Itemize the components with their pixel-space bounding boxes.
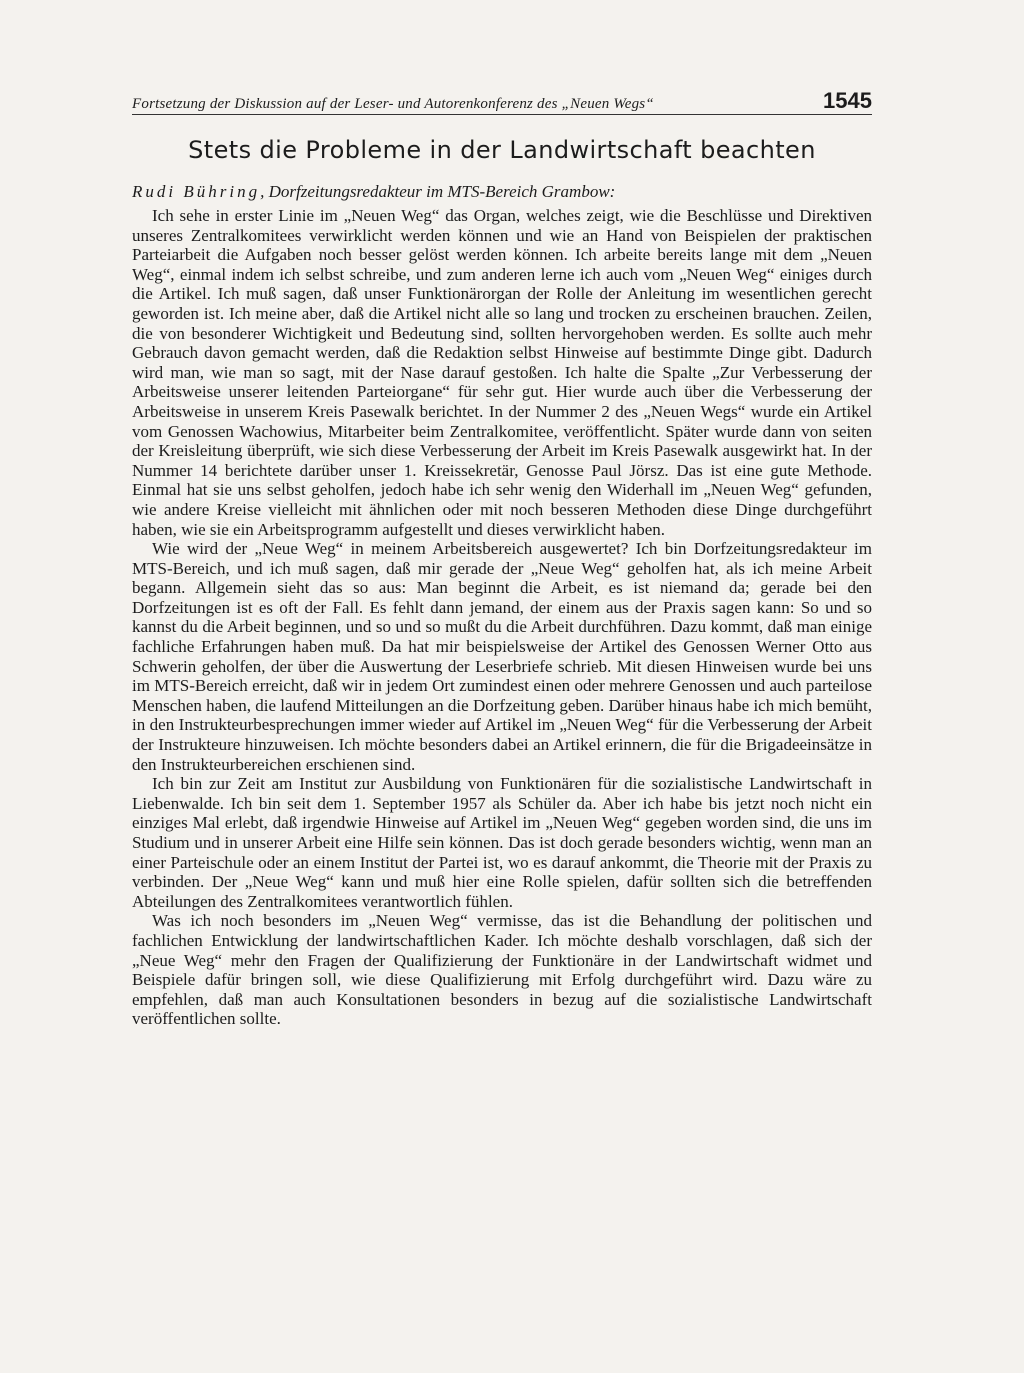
author-line xyxy=(132,182,872,202)
author-name: Rudi Bühring xyxy=(132,182,261,201)
paragraph-2: Wie wird der „Neue Weg“ in meinem Arbeitsbereich ausgewertet? Ich bin Dorfzeitungsredakteur im MTS-Bereich, und ich muß sagen, daß mir gerade der „Neue Weg“ geholfen hat, als ich meine Arbeit begann. Allgemein sieht das so aus: Man beginnt die Arbeit, es ist niemand da; gerade bei den Dorfzeitungen ist es oft der Fall. Es fehlt dann jemand, der einem aus der Praxis sagen kann: So und so kannst du die Arbeit beginnen, und so und so mußt du die Arbeit durchführen. Dazu kommt, daß man einige fachliche Erfahrungen haben muß. Da hat mir beispielsweise der Artikel des Genossen Werner Otto aus Schwerin geholfen, der über die Auswertung der Leserbriefe schrieb. Mit diesen Hinweisen wurde bei uns im MTS-Bereich erreicht, daß wir in jedem Ort zumindest einen oder mehrere Genossen und auch parteilose Menschen haben, die laufend Mitteilungen an die Dorfzeitung geben. Darüber hinaus habe ich mich bemüht, in den Instrukteurbesprechungen immer wieder auf Artikel im „Neuen Weg“ für die Verbesserung der Arbeit der Instrukteure hinzuweisen. Ich möchte besonders dabei an Artikel erinnern, die für die Brigadeeinsätze in den Instrukteurbereichen erschienen sind. xyxy=(132,539,872,774)
article-title: Stets die Probleme in der Landwirtschaft beachten xyxy=(188,136,816,164)
running-title: Fortsetzung der Diskussion auf der Leser- und Autorenkonferenz des „Neuen Wegs“ xyxy=(132,96,654,112)
article-body xyxy=(132,206,872,1029)
paragraph-3: Ich bin zur Zeit am Institut zur Ausbildung von Funktionären für die sozialistische Landwirtschaft in Liebenwalde. Ich bin seit dem 1. September 1957 als Schüler da. Aber ich habe bis jetzt noch nicht ein einziges Mal erlebt, daß irgendwie Hinweise auf Artikel im „Neuen Weg“ gegeben worden sind, die uns im Studium und in unserer Arbeit eine Hilfe sein können. Das ist doch gerade besonders wichtig, wenn man an einer Parteischule oder an einem Institut der Partei ist, wo es darauf ankommt, die Theorie mit der Praxis zu verbinden. Der „Neue Weg“ kann und muß hier eine Rolle spielen, dafür sollten sich die betreffenden Abteilungen des Zentralkomitees verantwortlich fühlen. xyxy=(132,774,872,911)
header-rule xyxy=(132,114,872,115)
paragraph-1: Ich sehe in erster Linie im „Neuen Weg“ das Organ, welches zeigt, wie die Beschlüsse und Direktiven unseres Zentralkomitees verwirklicht werden können und wie an Hand von Beispielen der praktischen Parteiarbeit die Aufgaben noch besser gelöst werden können. Ich arbeite bereits lange mit dem „Neuen Weg“, einmal indem ich selbst schreibe, und zum anderen lerne ich auch vom „Neuen Weg“ einiges durch die Artikel. Ich muß sagen, daß unser Funktionärorgan der Rolle der Anleitung im wesentlichen gerecht geworden ist. Ich meine aber, daß die Artikel nicht alle so lang und trocken zu erscheinen brauchen. Zeilen, die von besonderer Wichtigkeit und Bedeutung sind, sollten hervorgehoben werden. Es sollte auch mehr Gebrauch davon gemacht werden, daß die Redaktion selbst Hinweise auf bestimmte Dinge gibt. Dadurch wird man, wie man so sagt, mit der Nase darauf gestoßen. Ich halte die Spalte „Zur Verbesserung der Arbeitsweise unserer leitenden Parteiorgane“ für sehr gut. Hier wurde auch über die Verbesserung der Arbeitsweise in unserem Kreis Pasewalk berichtet. In der Nummer 2 des „Neuen Wegs“ wurde ein Artikel vom Genossen Wachowius, Mitarbeiter beim Zentralkomitee, veröffentlicht. Später wurde dann von seiten der Kreisleitung überprüft, wie sich diese Verbesserung der Arbeit im Kreis Pasewalk ausgewirkt hat. In der Nummer 14 berichtete darüber unser 1. Kreissekretär, Genosse Paul Jörsz. Das ist eine gute Methode. Einmal hat sie uns selbst geholfen, jedoch habe ich sehr wenig den Widerhall im „Neuen Weg“ gefunden, wie andere Kreise vielleicht mit ähnlichen oder mit noch besseren Methoden diese Dinge durchgeführt haben, wie sie ein Arbeitsprogramm aufgestellt und dieses verwirklicht haben. xyxy=(132,206,872,539)
paragraph-4: Was ich noch besonders im „Neuen Weg“ vermisse, das ist die Behandlung der politischen und fachlichen Entwicklung der landwirtschaftlichen Kader. Ich möchte deshalb vorschlagen, daß sich der „Neue Weg“ mehr den Fragen der Qualifizierung der Funktionäre in der Landwirtschaft widmet und Beispiele dafür bringen soll, wie diese Qualifizierung mit Erfolg durchgeführt wird. Dazu wäre zu empfehlen, daß man auch Konsultationen besonders in bezug auf die sozialistische Landwirtschaft veröffentlichen sollte. xyxy=(132,911,872,1029)
page-number: 1545 xyxy=(823,88,872,113)
author-role: , Dorfzeitungsredakteur im MTS-Bereich Grambow: xyxy=(260,182,616,201)
running-head xyxy=(132,88,872,114)
